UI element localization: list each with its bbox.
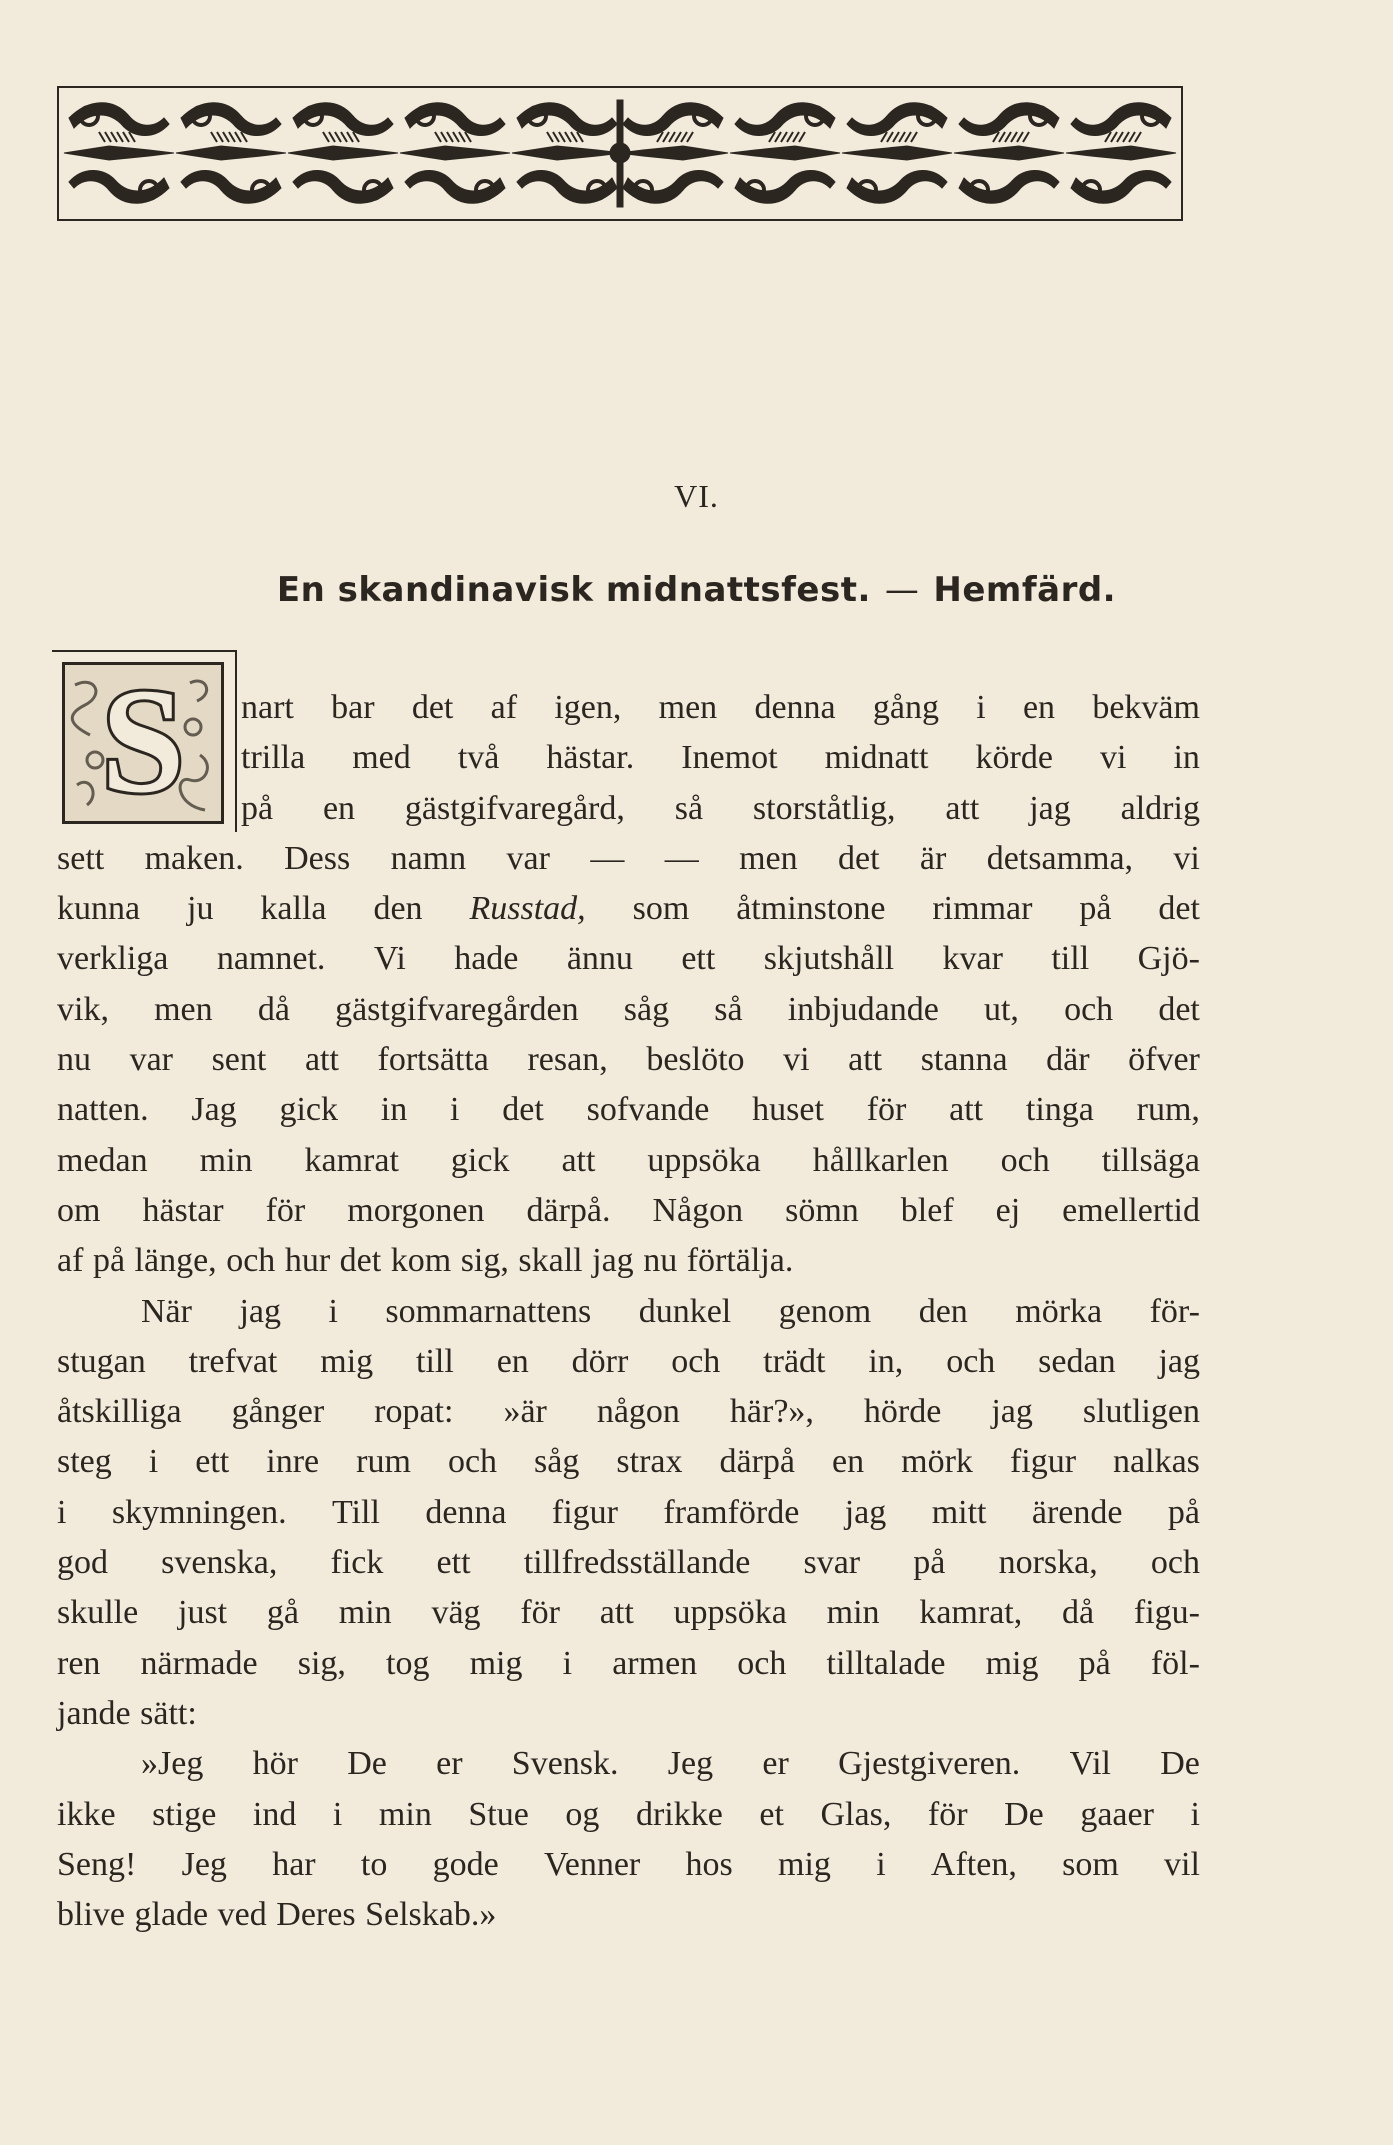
text-line: medan min kamrat gick att uppsöka hållkarlen och tillsäga (57, 1141, 1200, 1179)
text-line: om hästar för morgonen därpå. Någon sömn blef ej emellertid (57, 1191, 1200, 1229)
text-line: jande sätt: (57, 1694, 197, 1732)
text-line: kunna ju kalla den Russtad, som åtminstone rimmar på det (57, 890, 1200, 928)
ornamental-header-band (57, 86, 1183, 221)
text-line: stugan trefvat mig till en dörr och trädt in, och sedan jag (57, 1342, 1200, 1380)
text-line: Seng! Jeg har to gode Venner hos mig i Aften, som vil (57, 1845, 1200, 1883)
text-line: natten. Jag gick in i det sofvande huset för att tinga rum, (57, 1091, 1200, 1129)
text-line: skulle just gå min väg för att uppsöka min kamrat, då figu- (57, 1594, 1200, 1632)
text-line: åtskilliga gånger ropat: »är någon här?», hörde jag slutligen (57, 1393, 1200, 1431)
text-line: När jag i sommarnattens dunkel genom den mörka för- (141, 1292, 1200, 1330)
text-line: af på länge, och hur det kom sig, skall jag nu förtälja. (57, 1242, 794, 1280)
text-line: sett maken. Dess namn var — — men det är detsamma, vi (57, 839, 1200, 877)
text-line: i skymningen. Till denna figur framförde jag mitt ärende på (57, 1493, 1200, 1531)
text-line: trilla med två hästar. Inemot midnatt körde vi in (241, 739, 1200, 777)
text-line: på en gästgifvaregård, så storståtlig, att jag aldrig (241, 789, 1200, 827)
ornament-icon (59, 88, 1181, 219)
text-line: ren närmade sig, tog mig i armen och tilltalade mig på föl- (57, 1644, 1200, 1682)
chapter-title (0, 570, 1393, 610)
body-text (57, 683, 1200, 1940)
text-line: verkliga namnet. Vi hade ännu ett skjutshåll kvar till Gjö- (57, 940, 1200, 978)
title-separator: — (884, 570, 920, 610)
text-line: blive glade ved Deres Selskab.» (57, 1896, 497, 1934)
text-line: steg i ett inre rum och såg strax därpå en mörk figur nalkas (57, 1443, 1200, 1481)
svg-text:S: S (101, 665, 185, 821)
chapter-title-sub: Hemfärd. (933, 570, 1117, 610)
text-line: nart bar det af igen, men denna gång i en bekväm (241, 689, 1200, 726)
text-line: ikke stige ind i min Stue og drikke et Glas, för De gaaer i (57, 1795, 1200, 1833)
text-line: god svenska, fick ett tillfredsställande svar på norska, och (57, 1544, 1200, 1582)
chapter-number: VI. (674, 478, 719, 514)
text-line: nu var sent att fortsätta resan, beslöto vi att stanna där öfver (57, 1041, 1200, 1079)
text-line: vik, men då gästgifvaregården såg så inbjudande ut, och det (57, 990, 1200, 1028)
chapter-title-main: En skandinavisk midnattsfest. (276, 570, 871, 610)
text-line: »Jeg hör De er Svensk. Jeg er Gjestgiveren. Vil De (141, 1745, 1200, 1783)
